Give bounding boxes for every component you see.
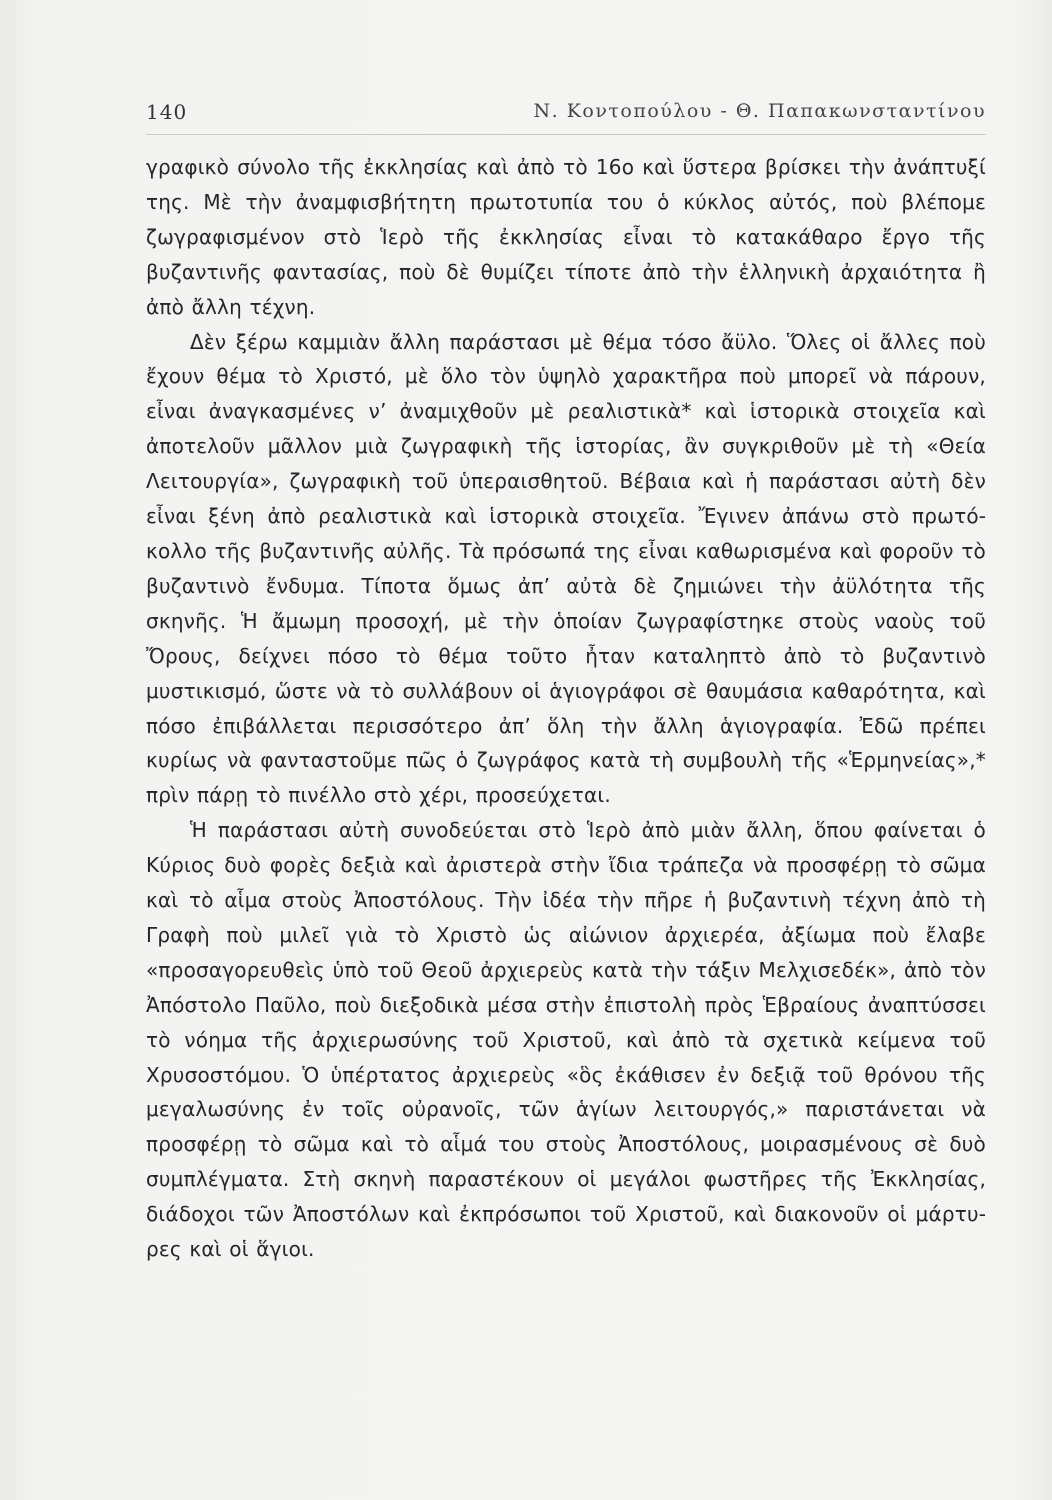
body-text: [146, 150, 986, 1420]
page-header: [146, 96, 986, 126]
paragraph-1: γραφικὸ σύνολο τῆς ἐκκλησίας καὶ ἀπὸ τὸ 16ο καὶ ὕστερα βρίσκει τὴν ἀνάπτυξί της. Μὲ τὴν ἀναμφισβήτητη πρωτοτυπία του ὁ κύκλος αὐτός, ποὺ βλέπομε ζωγραφισμένον στὸ Ἱερὸ τῆς ἐκκλησίας εἶναι τὸ κατακάθαρο ἔργο τῆς βυζαντινῆς φαντασίας, ποὺ δὲ θυμίζει τίποτε ἀπὸ τὴν ἑλληνικὴ ἀρχαιότητα ἢ ἀπὸ ἄλλη τέχνη.: [146, 155, 986, 319]
page-number: 140: [146, 100, 188, 124]
paragraph-3: Ἡ παράστασι αὐτὴ συνοδεύεται στὸ Ἱερὸ ἀπὸ μιὰν ἄλλη, ὅπου φαίνεται ὁ Κύριος δυὸ φορὲς δεξιὰ καὶ ἀριστερὰ στὴν ἴδια τράπεζα νὰ προσφέρῃ τὸ σῶμα καὶ τὸ αἷμα στοὺς Ἀποστόλους. Τὴν ἰδέα τὴν πῆρε ἡ βυζαντινὴ τέχνη ἀπὸ τὴ Γραφὴ ποὺ μιλεῖ γιὰ τὸ Χριστὸ ὡς αἰώνιον ἀρχιερέα, ἀξίωμα ποὺ ἔλαβε «προσαγορευθεὶς ὑπὸ τοῦ Θεοῦ ἀρχιερεὺς κατὰ τὴν τάξιν Μελχισεδέκ», ἀπὸ τὸν Ἀπόστολο Παῦλο, ποὺ διεξοδικὰ μέσα στὴν ἐπιστολὴ πρὸς Ἑβραίους ἀναπτύσσει τὸ νόημα τῆς ἀρχιερωσύνης τοῦ Χριστοῦ, καὶ ἀπὸ τὰ σχετικὰ κείμενα τοῦ Χρυσοστόμου. Ὁ ὑπέρτατος ἀρχιερεὺς «ὃς ἐκάθισεν ἐν δεξιᾷ τοῦ θρόνου τῆς μεγαλωσύνης ἐν τοῖς οὐρανοῖς, τῶν ἁγίων λειτουργός,» παριστάνεται νὰ προσφέρῃ τὸ σῶμα καὶ τὸ αἷμά του στοὺς Ἀποστόλους, μοιρασμένους σὲ δυὸ συμπλέγματα. Στὴ σκηνὴ παραστέκουν οἱ μεγάλοι φωστῆρες τῆς Ἐκκλησίας, διάδοχοι τῶν Ἀποστόλων καὶ ἐκπρόσωποι τοῦ Χριστοῦ, καὶ διακονοῦν οἱ μάρτυρες καὶ οἱ ἅγιοι.: [146, 818, 986, 1262]
running-head-authors: Ν. Κοντοπούλου - Θ. Παπακωνσταντίνου: [533, 100, 986, 122]
header-rule: [146, 134, 986, 135]
paragraph-2: Δὲν ξέρω καμμιὰν ἄλλη παράστασι μὲ θέμα τόσο ἄϋλο. Ὅλες οἱ ἄλλες ποὺ ἔχουν θέμα τὸ Χριστό, μὲ ὅλο τὸν ὑψηλὸ χαρακτῆρα ποὺ μπορεῖ νὰ πάρουν, εἶναι ἀναγκασμένες ν’ ἀναμιχθοῦν μὲ ρεαλιστικὰ* καὶ ἱστορικὰ στοιχεῖα καὶ ἀποτελοῦν μᾶλλον μιὰ ζωγραφικὴ τῆς ἱστορίας, ἂν συγκριθοῦν μὲ τὴ «Θεία Λειτουργία», ζωγραφικὴ τοῦ ὑπεραισθητοῦ. Βέβαια καὶ ἡ παράστασι αὐτὴ δὲν εἶναι ξένη ἀπὸ ρεαλιστικὰ καὶ ἱστορικὰ στοιχεῖα. Ἔγινεν ἀπάνω στὸ πρωτόκολλο τῆς βυζαντινῆς αὐλῆς. Τὰ πρόσωπά της εἶναι καθωρισμένα καὶ φοροῦν τὸ βυζαντινὸ ἔνδυμα. Τίποτα ὅμως ἀπ’ αὐτὰ δὲ ζημιώνει τὴν ἀϋλότητα τῆς σκηνῆς. Ἡ ἄμωμη προσοχή, μὲ τὴν ὁποίαν ζωγραφίστηκε στοὺς ναοὺς τοῦ Ὄρους, δείχνει πόσο τὸ θέμα τοῦτο ἦταν καταληπτὸ ἀπὸ τὸ βυζαντινὸ μυστικισμό, ὥστε νὰ τὸ συλλάβουν οἱ ἁγιογράφοι σὲ θαυμάσια καθαρότητα, καὶ πόσο ἐπιβάλλεται περισσότερο ἀπ’ ὅλη τὴν ἄλλη ἁγιογραφία. Ἐδῶ πρέπει κυρίως νὰ φανταστοῦμε πῶς ὁ ζωγράφος κατὰ τὴ συμβουλὴ τῆς «Ἑρμηνείας»,* πρὶν πάρῃ τὸ πινέλλο στὸ χέρι, προσεύχεται.: [146, 329, 986, 808]
